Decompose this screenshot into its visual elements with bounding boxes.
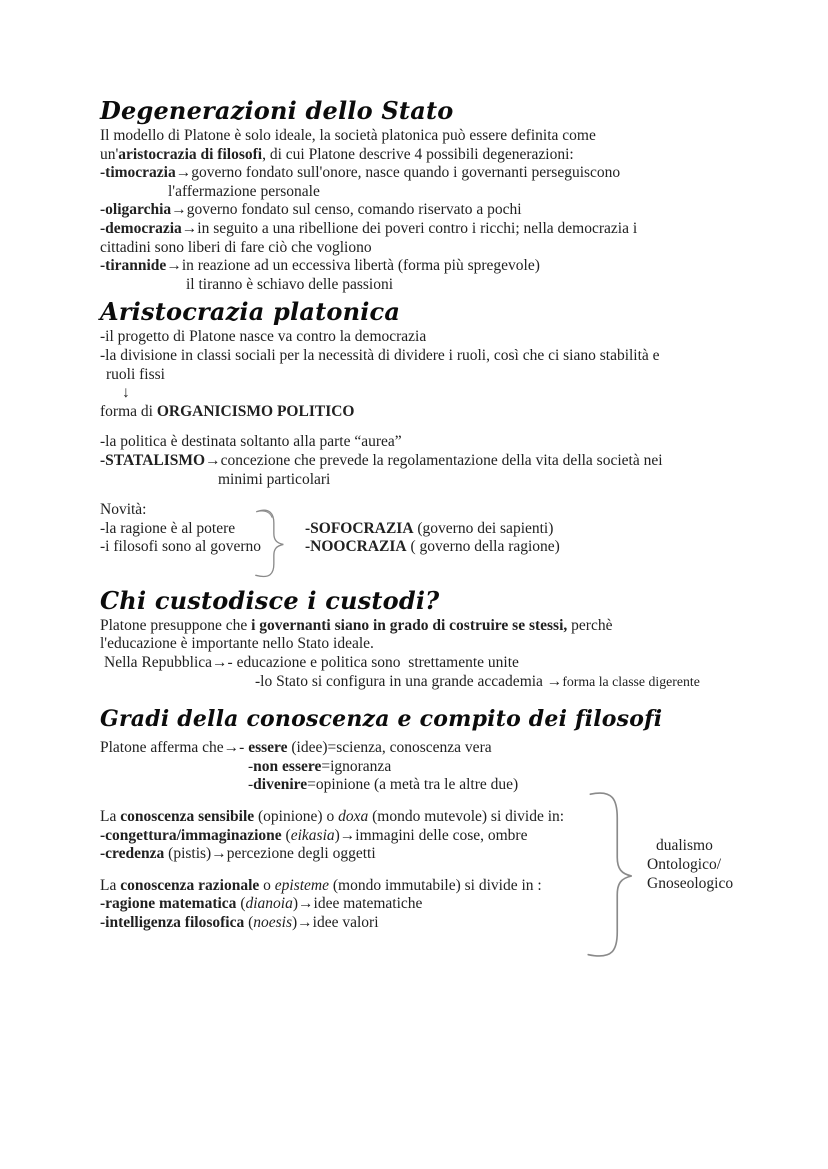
novita-block: [100, 501, 780, 557]
text-line: [647, 855, 733, 874]
text-segment: =ignoranza: [321, 757, 392, 775]
text-line: [647, 874, 733, 893]
text-segment: , di cui Platone descrive 4 possibili degenerazioni:: [262, 145, 574, 163]
novita-label: [100, 501, 780, 520]
text-segment: -i filosofi sono al governo: [100, 538, 262, 556]
text-line: [100, 914, 780, 933]
text-segment: -NOOCRAZIA: [305, 538, 407, 556]
text-segment: ORGANICISMO POLITICO: [156, 402, 355, 420]
text-segment: (opinione) o: [254, 808, 339, 826]
text-line: [100, 347, 780, 366]
text-segment: )→immagini delle cose, ombre: [334, 826, 528, 844]
text-line: [100, 808, 780, 827]
blank-line: [100, 795, 780, 808]
section-body-degenerazioni: [100, 127, 780, 294]
section-title-custodi: Chi custodisce i custodi?: [100, 585, 440, 615]
text-segment: o: [259, 876, 275, 894]
text-segment: essere: [248, 739, 288, 757]
text-segment: →in seguito a una ribellione dei poveri contro i ricchi; nella democrazia i: [181, 219, 638, 237]
text-segment: dianoia: [245, 895, 293, 913]
text-segment: →governo fondato sul censo, comando riservato a pochi: [171, 201, 522, 219]
text-segment: i governanti siano in grado di costruire se stessi,: [251, 616, 568, 634]
text-line: [100, 895, 780, 914]
novita-columns: [100, 520, 780, 557]
text-segment: ↓: [122, 384, 130, 402]
text-segment: →governo fondato sull'onore, nasce quando i governanti perseguiscono: [175, 164, 621, 182]
curly-brace-large-icon: [583, 787, 637, 965]
text-segment: conoscenza sensibile: [120, 808, 255, 826]
text-segment: -la divisione in classi sociali per la necessità di dividere i ruoli, così che ci siano stabilità e: [100, 346, 660, 364]
text-segment: (mondo immutabile) si divide in :: [329, 876, 542, 894]
text-segment: Platone presuppone che: [100, 616, 252, 634]
text-segment: )→idee valori: [292, 914, 379, 931]
text-segment: doxa: [338, 808, 369, 826]
text-segment: conoscenza razionale: [120, 876, 260, 894]
text-segment: (: [236, 895, 246, 913]
side-note-dualismo: [647, 836, 733, 893]
text-segment: Il modello di Platone è solo ideale, la società platonica può essere definita come: [100, 127, 596, 144]
text-line: [100, 617, 780, 636]
text-line: [100, 501, 780, 520]
section-gradi-della-conoscenza: [100, 705, 780, 932]
text-segment: divenire: [253, 776, 308, 794]
text-segment: aristocrazia di filosofi: [118, 145, 263, 163]
text-segment: perchè: [567, 616, 613, 634]
section-title-aristocrazia: Aristocrazia platonica: [100, 297, 401, 327]
section-title-gradi: Gradi della conoscenza e compito dei filosofi: [100, 706, 663, 733]
text-segment: un': [100, 145, 119, 163]
text-segment: eikasia: [290, 826, 335, 844]
text-line: [100, 201, 780, 220]
section-body-custodi: [100, 617, 780, 691]
text-segment: non essere: [253, 757, 322, 775]
text-line: [100, 776, 780, 795]
text-segment: La: [100, 876, 121, 894]
section-degenerazioni-dello-stato: [100, 97, 780, 294]
text-segment: l'educazione è importante nello Stato ideale.: [100, 635, 374, 653]
text-segment: -democrazia: [100, 219, 182, 237]
text-segment: (: [281, 826, 291, 844]
text-segment: La: [100, 808, 121, 826]
text-line: [100, 257, 780, 276]
text-segment: (governo dei sapienti): [413, 519, 554, 537]
text-line: [100, 635, 780, 654]
text-segment: →concezione che prevede la regolamentazione della vita della società nei: [205, 451, 663, 469]
text-segment: forma di: [100, 402, 157, 420]
curly-brace-icon: [250, 505, 292, 581]
text-segment: -STATALISMO: [100, 451, 206, 469]
text-line: [100, 328, 780, 347]
text-line: [305, 520, 560, 539]
text-line: [100, 471, 780, 490]
text-segment: il tiranno è schiavo delle passioni: [186, 275, 394, 293]
text-segment: -la politica è destinata soltanto alla parte “aurea”: [100, 433, 402, 451]
text-segment: (pistis)→percezione degli oggetti: [164, 845, 376, 863]
text-segment: (idee)=scienza, conoscenza vera: [287, 739, 492, 757]
text-segment: Nella Repubblica→- educazione e politica sono strettamente unite: [104, 654, 519, 672]
text-line: [100, 127, 780, 146]
section-chi-custodisce-i-custodi: [100, 587, 780, 691]
text-segment: ( governo della ragione): [406, 538, 560, 556]
text-line: [100, 433, 780, 452]
text-line: [100, 239, 780, 258]
text-segment: -tirannide: [100, 257, 167, 275]
text-line: [100, 366, 780, 385]
text-segment: Novità:: [100, 501, 147, 519]
text-segment: dualismo: [656, 837, 713, 855]
text-segment: -timocrazia: [100, 164, 176, 182]
blank-line: [100, 421, 780, 433]
text-line: [100, 146, 780, 165]
text-segment: -lo Stato si configura in una grande accademia →: [255, 672, 563, 690]
text-segment: minimi particolari: [218, 470, 331, 488]
novita-right-column: [305, 520, 560, 557]
text-line: [100, 452, 780, 471]
text-segment: noesis: [253, 914, 293, 931]
text-line: [100, 673, 780, 692]
text-segment: ruoli fissi: [106, 365, 165, 383]
text-segment: -congettura/immaginazione: [100, 826, 282, 844]
text-segment: -il progetto di Platone nasce va contro la democrazia: [100, 328, 427, 346]
text-segment: -: [248, 757, 254, 775]
text-segment: )→idee matematiche: [292, 895, 423, 913]
text-segment: -intelligenza filosofica: [100, 914, 245, 931]
text-line: [100, 384, 780, 403]
text-segment: →in reazione ad un eccessiva libertà (forma più spregevole): [166, 257, 540, 275]
section-body-aristocrazia: [100, 328, 780, 489]
text-segment: -: [248, 776, 254, 794]
text-segment: (: [244, 914, 254, 931]
text-segment: -oligarchia: [100, 201, 172, 219]
text-line: [647, 836, 733, 855]
text-segment: -SOFOCRAZIA: [305, 519, 414, 537]
text-segment: -la ragione è al potere: [100, 519, 236, 537]
text-line: [100, 164, 780, 183]
text-segment: Gnoseologico: [647, 875, 734, 893]
text-segment: Ontologico/: [647, 856, 722, 874]
text-segment: -credenza: [100, 845, 165, 863]
text-line: [305, 538, 560, 557]
text-line: [100, 403, 780, 422]
text-segment: Platone afferma che→-: [100, 739, 249, 757]
text-line: [100, 220, 780, 239]
section-title-degenerazioni: Degenerazioni dello Stato: [100, 96, 454, 125]
text-line: [100, 183, 780, 202]
section-aristocrazia-platonica: [100, 298, 780, 557]
text-segment: cittadini sono liberi di fare ciò che vogliono: [100, 238, 372, 256]
text-line: [100, 758, 780, 777]
text-segment: (mondo mutevole) si divide in:: [368, 808, 565, 826]
text-segment: forma la classe digerente: [562, 673, 700, 689]
text-segment: episteme: [274, 876, 330, 894]
text-line: [100, 739, 780, 758]
text-segment: -ragione matematica: [100, 895, 237, 913]
text-segment: =opinione (a metà tra le altre due): [307, 776, 519, 794]
text-line: [100, 276, 780, 295]
text-line: [100, 654, 780, 673]
page-content: [100, 97, 780, 933]
text-segment: l'affermazione personale: [168, 182, 320, 200]
